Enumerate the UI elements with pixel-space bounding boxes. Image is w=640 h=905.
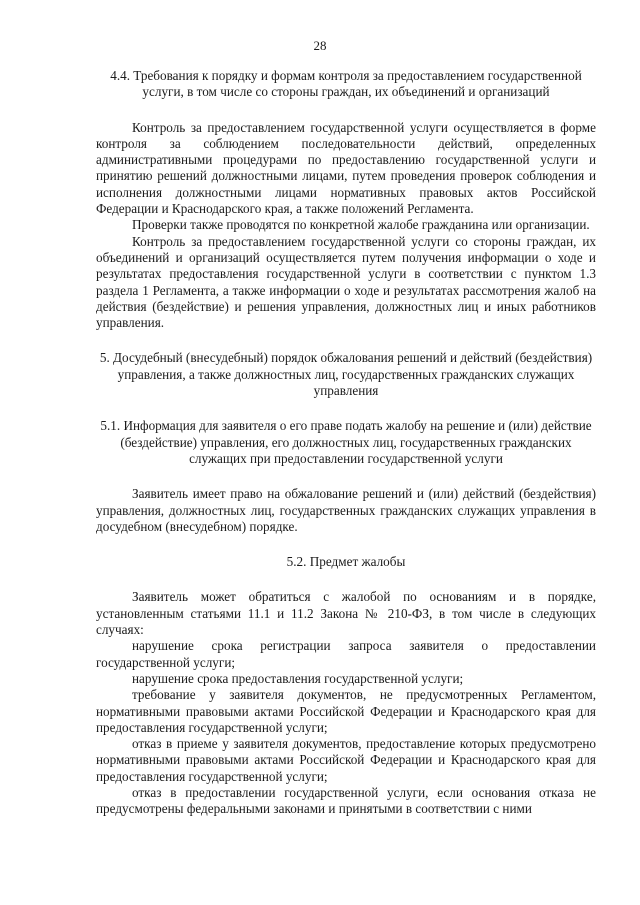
page-content	[96, 68, 596, 818]
section-heading-5: 5. Досудебный (внесудебный) порядок обжалования решений и действий (бездействия) управления, а также должностных лиц, государственных гражданских служащих управления	[99, 350, 593, 399]
list-item-service-refusal: отказ в предоставлении государственной услуги, если основания отказа не предусмотрены федеральными законами и принятыми в соответствии с ними	[96, 784, 596, 817]
paragraph-public-control: Контроль за предоставлением государственной услуги со стороны граждан, их объединений и организаций осуществляется путем получения информации о ходе и результатах предоставления государственной услуги в соответствии с пунктом 1.3 раздела 1 Регламента, а также информации о ходе и результатах рассмотрения жалоб на действия (бездействие) и решения управления, должностных лиц и иных работников управления.	[96, 233, 596, 331]
page-number: 28	[313, 38, 327, 53]
section-heading-5-1: 5.1. Информация для заявителя о его праве подать жалобу на решение и (или) действие (бездействие) управления, его должностных лиц, государственных гражданских служащих при предоставлении государственной услуги	[100, 418, 592, 466]
list-item-document-refusal: отказ в приеме у заявителя документов, предоставление которых предусмотрено нормативными правовыми актами Российской Федерации и Краснодарского края для предоставления государственной услуги;	[96, 736, 596, 784]
list-item-registration-delay: нарушение срока регистрации запроса заявителя о предоставлении государственной услуги;	[96, 638, 596, 670]
list-item-extra-documents: требование у заявителя документов, не предусмотренных Регламентом, нормативными правовыми актами Российской Федерации и Краснодарского края для предоставления государственной услуги;	[96, 687, 596, 735]
section-heading-5-2: 5.2. Предмет жалобы	[286, 554, 406, 570]
paragraph-inspections: Проверки также проводятся по конкретной жалобе гражданина или организации.	[132, 217, 590, 233]
section-heading-4-4: 4.4. Требования к порядку и формам контроля за предоставлением государственной услуги, в том числе со стороны граждан, их объединений и организаций	[110, 68, 582, 100]
paragraph-control: Контроль за предоставлением государственной услуги осуществляется в форме контроля за соблюдением последовательности действий, определенных административными процедурами по предоставлению государственной услуги и принятию решений должностными лицами, путем проведения проверок соблюдения и исполнения должностными лицами нормативных правовых актов Российской Федерации и Краснодарского края, а также положений Регламента.	[96, 119, 596, 217]
list-item-service-delay: нарушение срока предоставления государственной услуги;	[132, 670, 464, 686]
paragraph-appeal-right: Заявитель имеет право на обжалование решений и (или) действий (бездействия) управления, должностных лиц, государственных гражданских служащих управления в досудебном (внесудебном) порядке.	[96, 486, 596, 534]
paragraph-complaint-grounds: Заявитель может обратиться с жалобой по основаниям и в порядке, установленным статьями 11.1 и 11.2 Закона № 210-ФЗ, в том числе в следующих случаях:	[96, 589, 596, 638]
